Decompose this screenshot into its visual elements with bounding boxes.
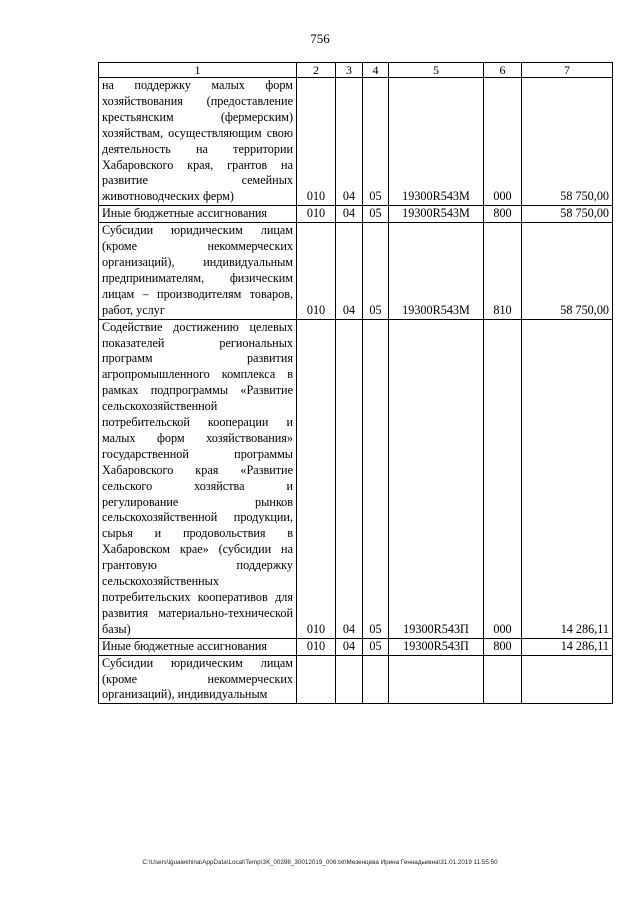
row-name-cell — [99, 223, 297, 319]
amount-cell: 58 750,00 — [522, 223, 613, 319]
code-cell: 010 — [297, 638, 336, 655]
code-cell: 000 — [484, 78, 522, 206]
code-cell — [484, 655, 522, 704]
column-header: 2 — [297, 63, 336, 78]
code-cell: 04 — [336, 78, 363, 206]
column-header: 3 — [336, 63, 363, 78]
code-cell: 010 — [297, 206, 336, 223]
row-name-cell — [99, 206, 297, 223]
code-cell: 04 — [336, 638, 363, 655]
code-cell: 19300R543П — [389, 638, 484, 655]
table-row — [99, 206, 613, 223]
code-cell — [389, 655, 484, 704]
amount-cell: 58 750,00 — [522, 206, 613, 223]
code-cell: 800 — [484, 206, 522, 223]
code-cell: 05 — [363, 638, 389, 655]
row-name-cell — [99, 319, 297, 638]
column-header: 5 — [389, 63, 484, 78]
code-cell: 05 — [363, 78, 389, 206]
code-cell: 010 — [297, 319, 336, 638]
table-row — [99, 223, 613, 319]
code-cell: 04 — [336, 206, 363, 223]
amount-cell — [522, 655, 613, 704]
budget-table — [98, 62, 613, 704]
row-name: Субсидии юридическим лицам (кроме некоммерческих организаций), индивидуальным предпринимателям, физическим лицам – производителям товаров, работ, услуг — [102, 223, 293, 317]
code-cell: 05 — [363, 223, 389, 319]
code-cell: 19300R543М — [389, 78, 484, 206]
code-cell: 000 — [484, 319, 522, 638]
code-cell — [297, 655, 336, 704]
table-row — [99, 319, 613, 638]
amount-cell: 58 750,00 — [522, 78, 613, 206]
row-name-cell — [99, 78, 297, 206]
table-row — [99, 638, 613, 655]
row-name: Иные бюджетные ассигнования — [102, 638, 268, 653]
row-name: на поддержку малых форм хозяйствования (предоставление крестьянским (фермерским) хозяйствам, осуществляющим свою деятельность на территории Хабаровского края, грантов на развитие семейных животноводческих ферм) — [102, 78, 293, 204]
code-cell: 010 — [297, 223, 336, 319]
table-header-row — [99, 63, 613, 78]
code-cell: 19300R543М — [389, 223, 484, 319]
row-name: Иные бюджетные ассигнования — [102, 206, 268, 221]
column-header: 7 — [522, 63, 613, 78]
code-cell: 05 — [363, 319, 389, 638]
code-cell: 04 — [336, 319, 363, 638]
table-row — [99, 78, 613, 206]
row-name-cell — [99, 638, 297, 655]
code-cell — [363, 655, 389, 704]
row-name: Субсидии юридическим лицам (кроме некоммерческих организаций), индивидуальным — [102, 655, 293, 702]
column-header: 4 — [363, 63, 389, 78]
amount-cell: 14 286,11 — [522, 638, 613, 655]
code-cell: 19300R543П — [389, 319, 484, 638]
amount-cell: 14 286,11 — [522, 319, 613, 638]
code-cell — [336, 655, 363, 704]
row-name-cell — [99, 655, 297, 704]
column-header: 6 — [484, 63, 522, 78]
page-number: 756 — [310, 31, 330, 46]
table-row — [99, 655, 613, 704]
code-cell: 04 — [336, 223, 363, 319]
row-name: Содействие достижению целевых показателей региональных программ развития агропромышленного комплекса в рамках подпрограммы «Развитие сельскохозяйственной потребительской кооперации и малых форм хозяйствования» государственной программы Хабаровского края «Развитие сельского хозяйства и регулирование рынков сельскохозяйственной продукции, сырья и продовольствия в Хабаровском крае» (субсидии на грантовую поддержку сельскохозяйственных потребительских кооперативов для развития материально-технической базы) — [102, 319, 293, 636]
code-cell: 19300R543М — [389, 206, 484, 223]
code-cell: 810 — [484, 223, 522, 319]
code-cell: 05 — [363, 206, 389, 223]
file-path-footer: C:\Users\igualekhina\AppData\Local\Temp\ЗК_00398_30012019_006.txt\Мезенцева Ирина Геннадьевна\31.01.2019 11:55:50 — [142, 859, 498, 866]
column-header: 1 — [99, 63, 297, 78]
code-cell: 800 — [484, 638, 522, 655]
code-cell: 010 — [297, 78, 336, 206]
